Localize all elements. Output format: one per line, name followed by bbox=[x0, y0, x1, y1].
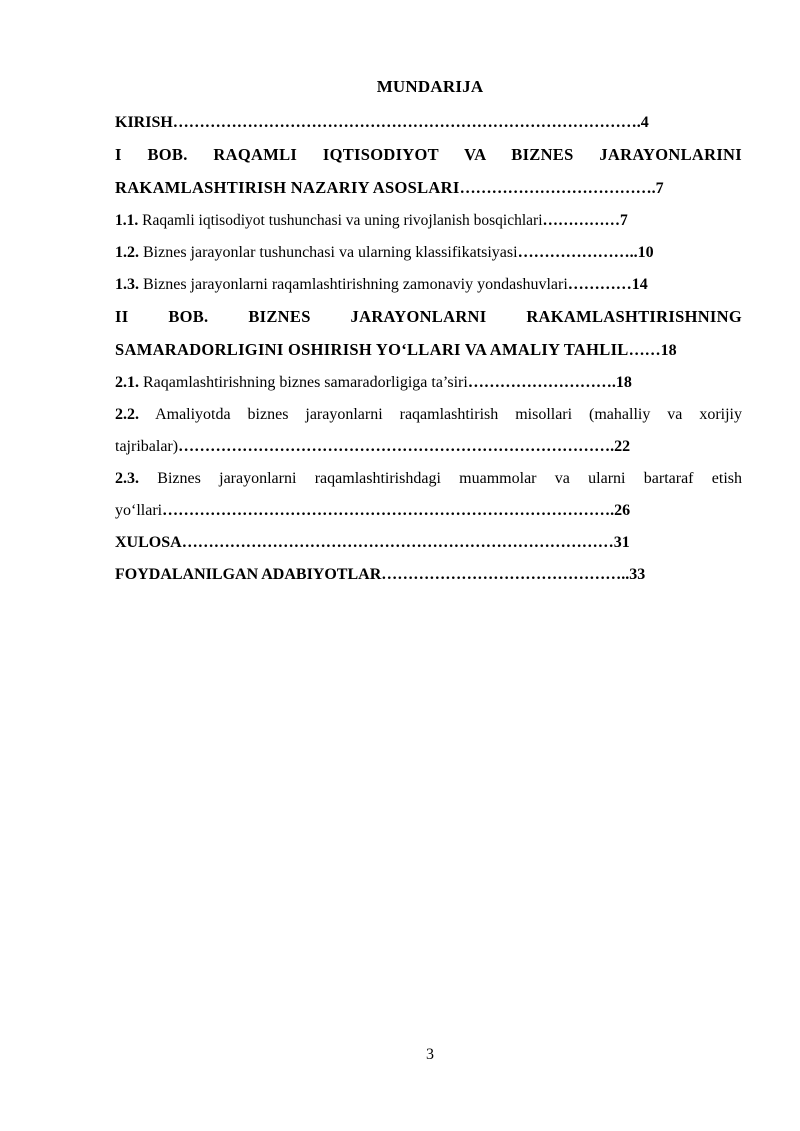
toc-label: I BOB. RAQAMLI IQTISODIYOT VA BIZNES JARAYONLARINI RAKAMLASHTIRISH NAZARIY ASOSLARI bbox=[115, 145, 742, 197]
toc-entry-chapter-2 bbox=[115, 301, 742, 367]
toc-label: FOYDALANILGAN ADABIYOTLAR bbox=[115, 566, 382, 583]
table-of-contents bbox=[115, 107, 742, 591]
toc-leader: ………………………………. bbox=[459, 180, 656, 197]
toc-leader: ………………….. bbox=[517, 244, 638, 261]
toc-page: 26 bbox=[614, 502, 631, 519]
toc-leader: …………………………………………………………………………… bbox=[172, 114, 637, 131]
toc-page: 18 bbox=[660, 342, 677, 359]
toc-page: 10 bbox=[637, 244, 654, 261]
toc-label: Biznes jarayonlarni raqamlashtirishning zamonaviy yondashuvlari bbox=[143, 276, 568, 293]
toc-number: 2.1. bbox=[115, 374, 139, 391]
toc-entry-1-1 bbox=[115, 205, 742, 237]
toc-label: Biznes jarayonlar tushunchasi va ularning klassifikatsiyasi bbox=[143, 244, 518, 261]
toc-number: 1.2. bbox=[115, 244, 139, 261]
toc-label: Raqamlashtirishning biznes samaradorligiga ta’siri bbox=[143, 374, 468, 391]
toc-label: KIRISH bbox=[115, 114, 173, 131]
toc-leader: ………… bbox=[567, 276, 632, 293]
toc-entry-2-2 bbox=[115, 399, 742, 463]
toc-label: XULOSA bbox=[115, 534, 182, 551]
toc-leader: ………………………………………………………………………. bbox=[178, 438, 615, 455]
toc-number: 1.1. bbox=[115, 212, 139, 229]
toc-leader: …………………………………………………………………………. bbox=[162, 502, 615, 519]
toc-page: 33 bbox=[629, 566, 646, 583]
toc-page: 7 bbox=[655, 180, 664, 197]
toc-number: 2.2. bbox=[115, 406, 139, 423]
toc-number: 2.3. bbox=[115, 470, 139, 487]
toc-leader: ……………………………………………………………………… bbox=[181, 534, 614, 551]
toc-page: 18 bbox=[615, 374, 632, 391]
toc-entry-2-3 bbox=[115, 463, 742, 527]
toc-page: 7 bbox=[620, 212, 628, 229]
toc-entry-adabiyotlar bbox=[115, 559, 742, 591]
toc-number: 1.3. bbox=[115, 276, 139, 293]
toc-label: Biznes jarayonlarni raqamlashtirishdagi muammolar va ularni bartaraf etish yo‘llari bbox=[115, 470, 743, 519]
toc-page: 22 bbox=[614, 438, 631, 455]
toc-leader: …… bbox=[628, 342, 661, 359]
toc-entry-1-3 bbox=[115, 269, 742, 301]
toc-page: 31 bbox=[613, 534, 630, 551]
toc-label: II BOB. BIZNES JARAYONLARNI RAKAMLASHTIRISHNING SAMARADORLIGINI OSHIRISH YO‘LLARI VA AMALIY TAHLIL bbox=[115, 307, 742, 359]
toc-entry-2-1 bbox=[115, 367, 742, 399]
toc-entry-1-2 bbox=[115, 237, 742, 269]
toc-label: Raqamli iqtisodiyot tushunchasi va uning rivojlanish bosqichlari bbox=[142, 212, 543, 229]
toc-leader: ………………………. bbox=[467, 374, 616, 391]
toc-leader: …………… bbox=[542, 212, 620, 229]
toc-entry-xulosa bbox=[115, 527, 742, 559]
toc-label: Amaliyotda biznes jarayonlarni raqamlashtirish misollari (mahalliy va xorijiy tajribalar) bbox=[115, 406, 742, 455]
toc-page: .4 bbox=[636, 114, 649, 131]
page-title: MUNDARIJA bbox=[376, 77, 484, 96]
toc-leader: ……………………………………….. bbox=[381, 566, 630, 583]
page-number: 3 bbox=[426, 1046, 434, 1063]
toc-page: 14 bbox=[631, 276, 648, 293]
toc-entry-chapter-1 bbox=[115, 139, 742, 205]
toc-entry-kirish bbox=[115, 107, 742, 139]
